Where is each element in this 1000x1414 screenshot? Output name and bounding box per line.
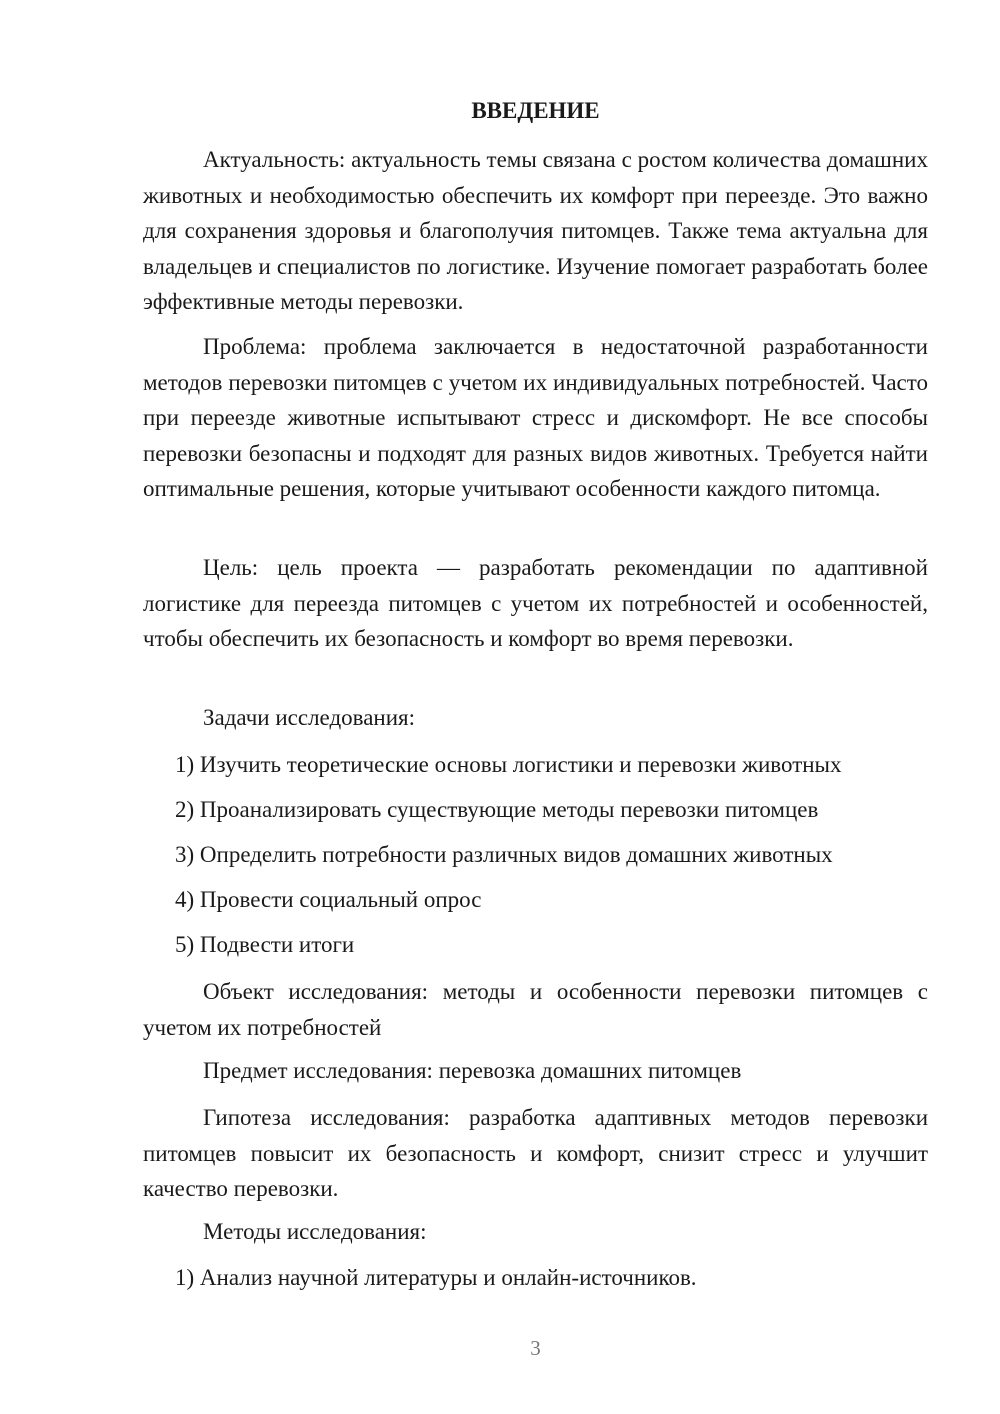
tasks-title: Задачи исследования: <box>203 705 416 730</box>
document-page <box>143 0 928 1414</box>
hypothesis-paragraph: Гипотеза исследования: разработка адаптивных методов перевозки питомцев повысит их безопасность и комфорт, снизит стресс и улучшит качество перевозки. <box>143 1105 928 1201</box>
task-item-5: 5) Подвести итоги <box>175 932 355 957</box>
goal-paragraph: Цель: цель проекта — разработать рекомендации по адаптивной логистике для переезда питомцев с учетом их потребностей и особенностей, чтобы обеспечить их безопасность и комфорт во время перевозки. <box>143 555 928 651</box>
task-item-4: 4) Провести социальный опрос <box>175 887 482 912</box>
task-item-3: 3) Определить потребности различных видов домашних животных <box>175 842 833 867</box>
task-item-2: 2) Проанализировать существующие методы перевозки питомцев <box>175 797 819 822</box>
section-heading: ВВЕДЕНИЕ <box>471 98 600 123</box>
object-paragraph: Объект исследования: методы и особенности перевозки питомцев с учетом их потребностей <box>143 979 928 1040</box>
method-item-1: 1) Анализ научной литературы и онлайн-источников. <box>175 1265 697 1290</box>
subject-paragraph: Предмет исследования: перевозка домашних питомцев <box>203 1058 742 1083</box>
relevance-paragraph: Актуальность: актуальность темы связана с ростом количества домашних животных и необходимостью обеспечить их комфорт при переезде. Это важно для сохранения здоровья и благополучия питомцев. Также тема актуальна для владельцев и специалистов по логистике. Изучение помогает разработать более эффективные методы перевозки. <box>143 147 928 314</box>
task-item-1: 1) Изучить теоретические основы логистики и перевозки животных <box>175 752 842 777</box>
methods-title: Методы исследования: <box>203 1219 427 1244</box>
problem-paragraph: Проблема: проблема заключается в недостаточной разработанности методов перевозки питомцев с учетом их индивидуальных потребностей. Часто при переезде животные испытывают стресс и дискомфорт. Не все способы перевозки безопасны и подходят для разных видов животных. Требуется найти оптимальные решения, которые учитывают особенности каждого питомца. <box>143 334 928 501</box>
page-number: 3 <box>530 1336 541 1360</box>
